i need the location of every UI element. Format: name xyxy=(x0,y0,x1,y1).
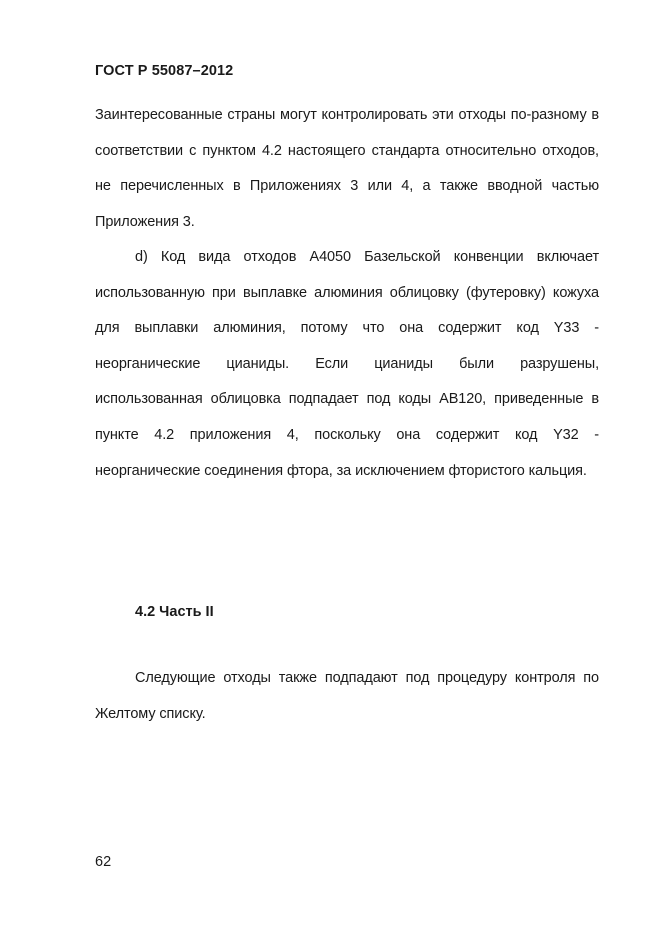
paragraph-interested-countries: Заинтересованные страны могут контролировать эти отходы по-разному в соответствии с пунктом 4.2 настоящего стандарта относительно отходов, не перечисленных в Приложениях 3 или 4, а также вводной частью Приложения 3. xyxy=(95,107,599,230)
document-header: ГОСТ Р 55087–2012 xyxy=(95,63,234,79)
paragraph-waste-code-a4050: d) Код вида отходов A4050 Базельской конвенции включает использованную при выплавке алюминия облицовку (футеровку) кожуха для выплавки алюминия, потому что она содержит код Y33 - неорганические цианиды. Если цианиды были разрушены, использованная облицовка подпадает под коды AB120, приведенные в пункте 4.2 приложения 4, поскольку она содержит код Y32 - неорганические соединения фтора, за исключением фтористого кальция. xyxy=(95,249,599,479)
section-heading: 4.2 Часть II xyxy=(135,604,214,620)
paragraph-yellow-list: Следующие отходы также подпадают под процедуру контроля по Желтому списку. xyxy=(95,670,599,722)
page-number: 62 xyxy=(95,854,112,870)
